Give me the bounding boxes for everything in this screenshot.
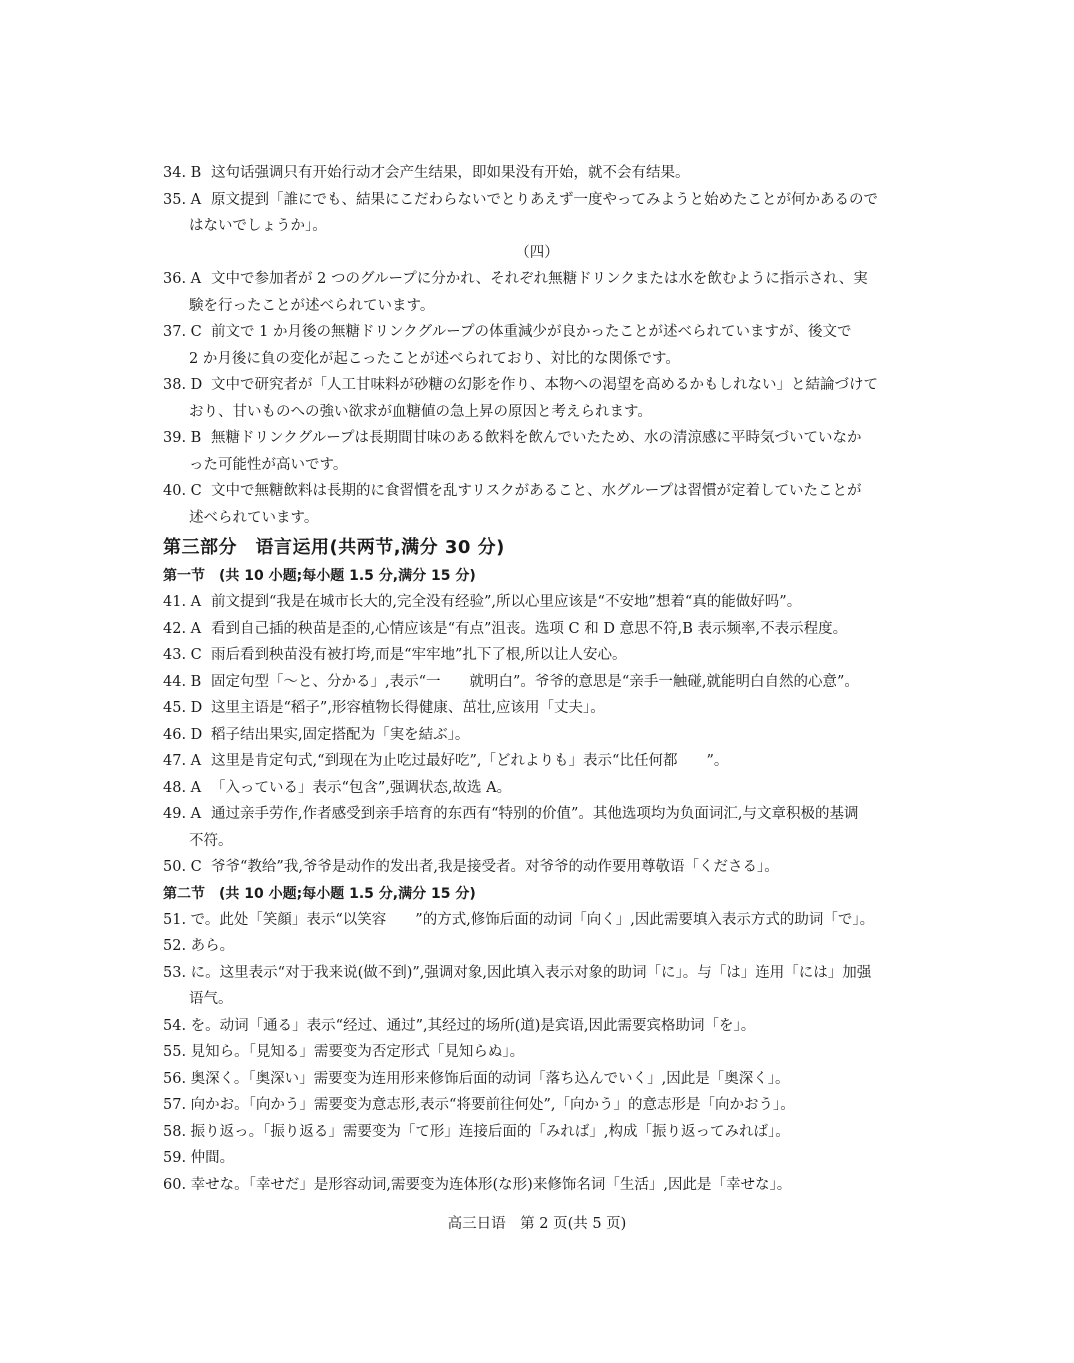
answer-item <box>163 319 911 372</box>
answer-explanation: 無糖ドリンクグループは長期間甘味のある飲料を飲んでいたため、水の清涼感に平時気づいていなか <box>211 430 862 446</box>
answer-number: 49. A <box>163 806 202 822</box>
section-one-title: 第一节 (共 10 小题;每小题 1.5 分,满分 15 分) <box>163 568 476 584</box>
section-label-part4: （四） <box>515 244 559 261</box>
answer-number: 37. C <box>163 324 202 340</box>
answer-line: 54. を。动词「通る」表示“经过、通过”,其经过的场所(道)是宾语,因此需要宾格助词「を」。 <box>163 1017 756 1034</box>
answer-line <box>163 801 911 828</box>
answer-continuation: はないでしょうか」。 <box>189 218 327 234</box>
answer-line: 58. 振り返っ。「振り返る」需要变为「て形」连接后面的「みれば」,构成「振り返ってみれば」。 <box>163 1123 790 1140</box>
answer-line <box>163 722 911 749</box>
answer-continuation: 験を行ったことが述べられています。 <box>189 297 435 314</box>
answer-item <box>163 1066 911 1093</box>
answer-number: 44. B <box>163 673 202 690</box>
answer-number: 50. C <box>163 859 202 875</box>
answer-explanation: 通过亲手劳作,作者感受到亲手培育的东西有“特别的价值”。其他选项均为负面词汇,与文章积极的基调 <box>211 806 859 822</box>
answer-item <box>163 1092 911 1119</box>
answer-list-part4 <box>163 266 911 531</box>
answer-item <box>163 748 911 775</box>
answer-line <box>163 748 911 775</box>
answer-item <box>163 187 911 240</box>
answer-explanation: 稻子结出果实,固定搭配为「実を結ぶ」。 <box>211 726 470 743</box>
answer-continuation: 语气。 <box>189 991 233 1007</box>
answer-line <box>163 854 911 881</box>
answer-list-section2 <box>163 907 911 1199</box>
answer-explanation: 爷爷“教给”我,爷爷是动作的发出者,我是接受者。对爷爷的动作要用尊敬语「くださる」。 <box>211 859 779 875</box>
answer-number: 35. A <box>163 191 202 208</box>
answer-line <box>163 669 911 696</box>
answer-continuation: 不符。 <box>189 832 233 849</box>
answer-number: 34. B <box>163 165 202 181</box>
answer-continuation: 述べられています。 <box>189 509 319 526</box>
part-three-title: 第三部分 语言运用(共两节,满分 30 分) <box>163 537 505 558</box>
answer-continuation: 2 か月後に負の変化が起こったことが述べられており、対比的な関係です。 <box>189 350 680 367</box>
answer-line <box>163 589 911 616</box>
answer-item <box>163 1039 911 1066</box>
answer-item <box>163 722 911 749</box>
answer-explanation: 「入っている」表示“包含”,强调状态,故选 A。 <box>211 779 512 796</box>
answer-item <box>163 801 911 854</box>
answer-line: 59. 仲間。 <box>163 1150 235 1166</box>
answer-explanation: 前文提到“我是在城市长大的,完全没有经验”,所以心里应该是“不安地”想着“真的能做好吗”。 <box>211 594 802 610</box>
answer-number: 39. B <box>163 430 202 446</box>
answer-explanation: 固定句型「～と、分かる」,表示“一 就明白”。爷爷的意思是“亲手一触碰,就能明白自然的心意”。 <box>211 673 859 690</box>
answer-line <box>163 695 911 722</box>
answer-explanation: 原文提到「誰にでも、結果にこだわらないでとりあえず一度やってみようと始めたことが何かあるので <box>211 191 878 208</box>
answer-explanation: 前文で 1 か月後の無糖ドリンクグループの体重減少が良かったことが述べられていますが、後文で <box>211 324 852 340</box>
answer-line <box>163 266 911 293</box>
answer-number: 42. A <box>163 620 202 637</box>
answer-line: 53. に。这里表示“对于我来说(做不到)”,强调对象,因此填入表示对象的助词「に」。与「は」连用「には」加强 <box>163 964 872 981</box>
answer-number: 47. A <box>163 753 202 769</box>
answer-item <box>163 669 911 696</box>
answer-explanation: 这句话强调只有开始行动才会产生结果，即如果没有开始，就不会有结果。 <box>211 165 690 181</box>
answer-item <box>163 1172 911 1199</box>
answer-item <box>163 1145 911 1172</box>
answer-line <box>163 372 911 399</box>
page-footer: 高三日语 第 2 页(共 5 页) <box>447 1216 627 1232</box>
answer-line: 55. 見知ら。「見知る」需要变为否定形式「見知らぬ」。 <box>163 1044 525 1060</box>
answer-line: 52. あら。 <box>163 938 235 954</box>
answer-explanation: 这里是肯定句式,“到现在为止吃过最好吃”,「どれよりも」表示“比任何都 ”。 <box>211 753 729 769</box>
answer-line <box>163 616 911 643</box>
answer-explanation: 文中で研究者が「人工甘味料が砂糖の幻影を作り、本物への渇望を高めるかもしれない」と結論づけて <box>211 377 878 393</box>
answer-item <box>163 425 911 478</box>
answer-line <box>163 425 911 452</box>
answer-number: 48. A <box>163 779 202 796</box>
answer-list-part3-reading <box>163 160 911 240</box>
answer-item <box>163 372 911 425</box>
answer-number: 38. D <box>163 377 203 393</box>
answer-number: 45. D <box>163 700 203 716</box>
answer-number: 43. C <box>163 647 202 663</box>
answer-line: 56. 奥深く。「奥深い」需要变为连用形来修饰后面的动词「落ち込んでいく」,因此是「奥深く」。 <box>163 1070 790 1087</box>
answer-explanation: 看到自己插的秧苗是歪的,心情应该是“有点”沮丧。选项 C 和 D 意思不符,B 表示频率,不表示程度。 <box>211 620 848 637</box>
answer-continuation: った可能性が高いです。 <box>189 456 348 473</box>
answer-explanation: 文中で参加者が 2 つのグループに分かれ、それぞれ無糖ドリンクまたは水を飲むように指示され、実 <box>211 271 868 287</box>
answer-line <box>163 478 911 505</box>
answer-number: 46. D <box>163 726 203 743</box>
answer-line <box>163 319 911 346</box>
answer-number: 41. A <box>163 594 202 610</box>
answer-continuation: おり、甘いものへの強い欲求が血糖値の急上昇の原因と考えられます。 <box>189 403 652 420</box>
answer-item <box>163 933 911 960</box>
answer-item <box>163 695 911 722</box>
answer-item <box>163 775 911 802</box>
answer-line <box>163 187 911 214</box>
answer-explanation: 这里主语是“稻子”,形容植物长得健康、茁壮,应该用「丈夫」。 <box>211 700 605 716</box>
answer-item <box>163 616 911 643</box>
answer-explanation: 文中で無糖飲料は長期的に食習慣を乱すリスクがあること、水グループは習慣が定着していたことが <box>211 483 862 499</box>
answer-item <box>163 960 911 1013</box>
answer-item <box>163 589 911 616</box>
answer-item <box>163 1119 911 1146</box>
answer-item <box>163 160 911 187</box>
answer-line: 60. 幸せな。「幸せだ」是形容动词,需要变为连体形(な形)来修饰名词「生活」,因此是「幸せな」。 <box>163 1176 792 1193</box>
answer-number: 36. A <box>163 271 202 287</box>
answer-list-section1 <box>163 589 911 881</box>
answer-line: 57. 向かお。「向かう」需要变为意志形,表示“将要前往何处”,「向かう」的意志形是「向かおう」。 <box>163 1097 795 1113</box>
answer-line <box>163 642 911 669</box>
answer-item <box>163 907 911 934</box>
answer-number: 40. C <box>163 483 202 499</box>
answer-item <box>163 854 911 881</box>
answer-content <box>163 160 911 1198</box>
answer-item <box>163 478 911 531</box>
answer-item <box>163 1013 911 1040</box>
answer-line: 51. で。此处「笑顔」表示“以笑容 ”的方式,修饰后面的动词「向く」,因此需要填入表示方式的助词「で」。 <box>163 911 875 928</box>
section-two-title: 第二节 (共 10 小题;每小题 1.5 分,满分 15 分) <box>163 885 476 902</box>
answer-line <box>163 775 911 802</box>
answer-item <box>163 266 911 319</box>
answer-explanation: 雨后看到秧苗没有被打垮,而是“牢牢地”扎下了根,所以让人安心。 <box>211 647 627 663</box>
answer-item <box>163 642 911 669</box>
answer-line <box>163 160 911 187</box>
